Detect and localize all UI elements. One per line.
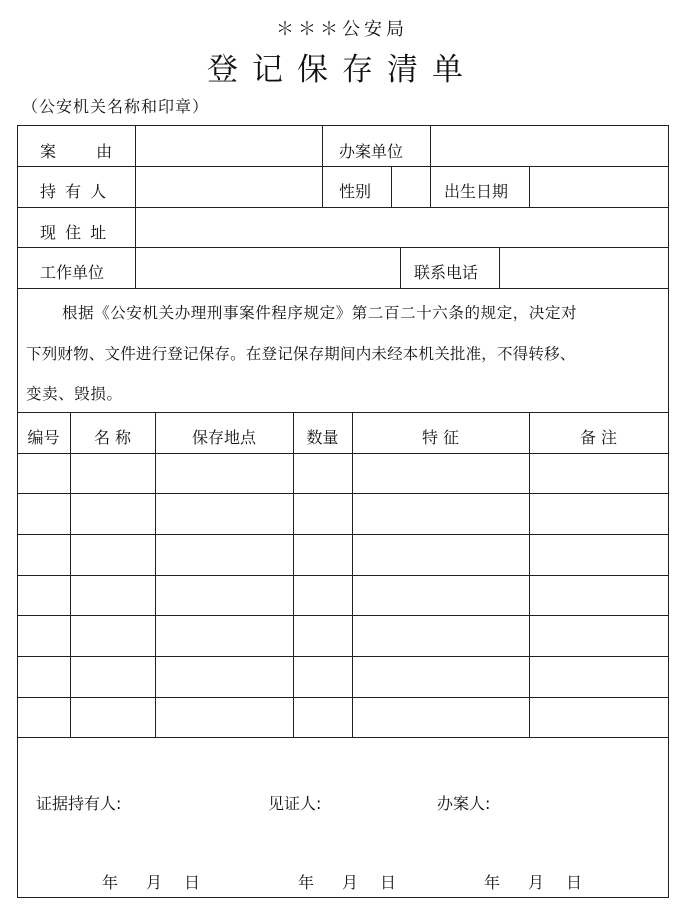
day-label: 日: [380, 873, 397, 892]
evidence-holder-label: 证据持有人:: [36, 794, 122, 813]
holder-label: 持 有 人: [40, 182, 109, 201]
col-header-quantity: 数量: [306, 428, 339, 447]
month-label: 月: [528, 873, 545, 892]
col-header-features: 特 征: [421, 428, 460, 447]
officer-label: 办案人:: [437, 794, 491, 813]
month-label: 月: [146, 873, 163, 892]
col-header-number: 编号: [27, 428, 60, 447]
case-label: 案 由: [40, 142, 123, 161]
agency-name: ＊＊＊公安局: [276, 19, 408, 40]
statement-line-3: 变卖、毁损。: [26, 385, 123, 403]
month-label: 月: [342, 873, 359, 892]
day-label: 日: [566, 873, 583, 892]
col-header-remarks: 备 注: [579, 428, 618, 447]
address-label: 现 住 址: [40, 223, 109, 242]
col-header-location: 保存地点: [191, 428, 256, 447]
holder-date[interactable]: [102, 873, 200, 893]
year-label: 年: [484, 873, 501, 892]
birth-date-label: 出生日期: [444, 182, 509, 201]
witness-date[interactable]: [298, 873, 396, 893]
witness-label: 见证人:: [268, 794, 322, 813]
form-title: 登记保存清单: [207, 52, 477, 88]
statement-line-1: 根据《公安机关办理刑事案件程序规定》第二百二十六条的规定，决定对: [62, 304, 578, 322]
col-header-name: 名 称: [93, 428, 132, 447]
phone-label: 联系电话: [414, 263, 479, 282]
statement-line-2: 下列财物、文件进行登记保存。在登记保存期间内未经本机关批准，不得转移、: [26, 345, 576, 363]
year-label: 年: [102, 873, 119, 892]
gender-label: 性别: [339, 182, 372, 201]
day-label: 日: [184, 873, 201, 892]
seal-note: （公安机关名称和印章）: [22, 97, 210, 116]
year-label: 年: [298, 873, 315, 892]
work-unit-label: 工作单位: [40, 263, 105, 282]
handling-unit-label: 办案单位: [339, 142, 404, 161]
officer-date[interactable]: [484, 873, 582, 893]
